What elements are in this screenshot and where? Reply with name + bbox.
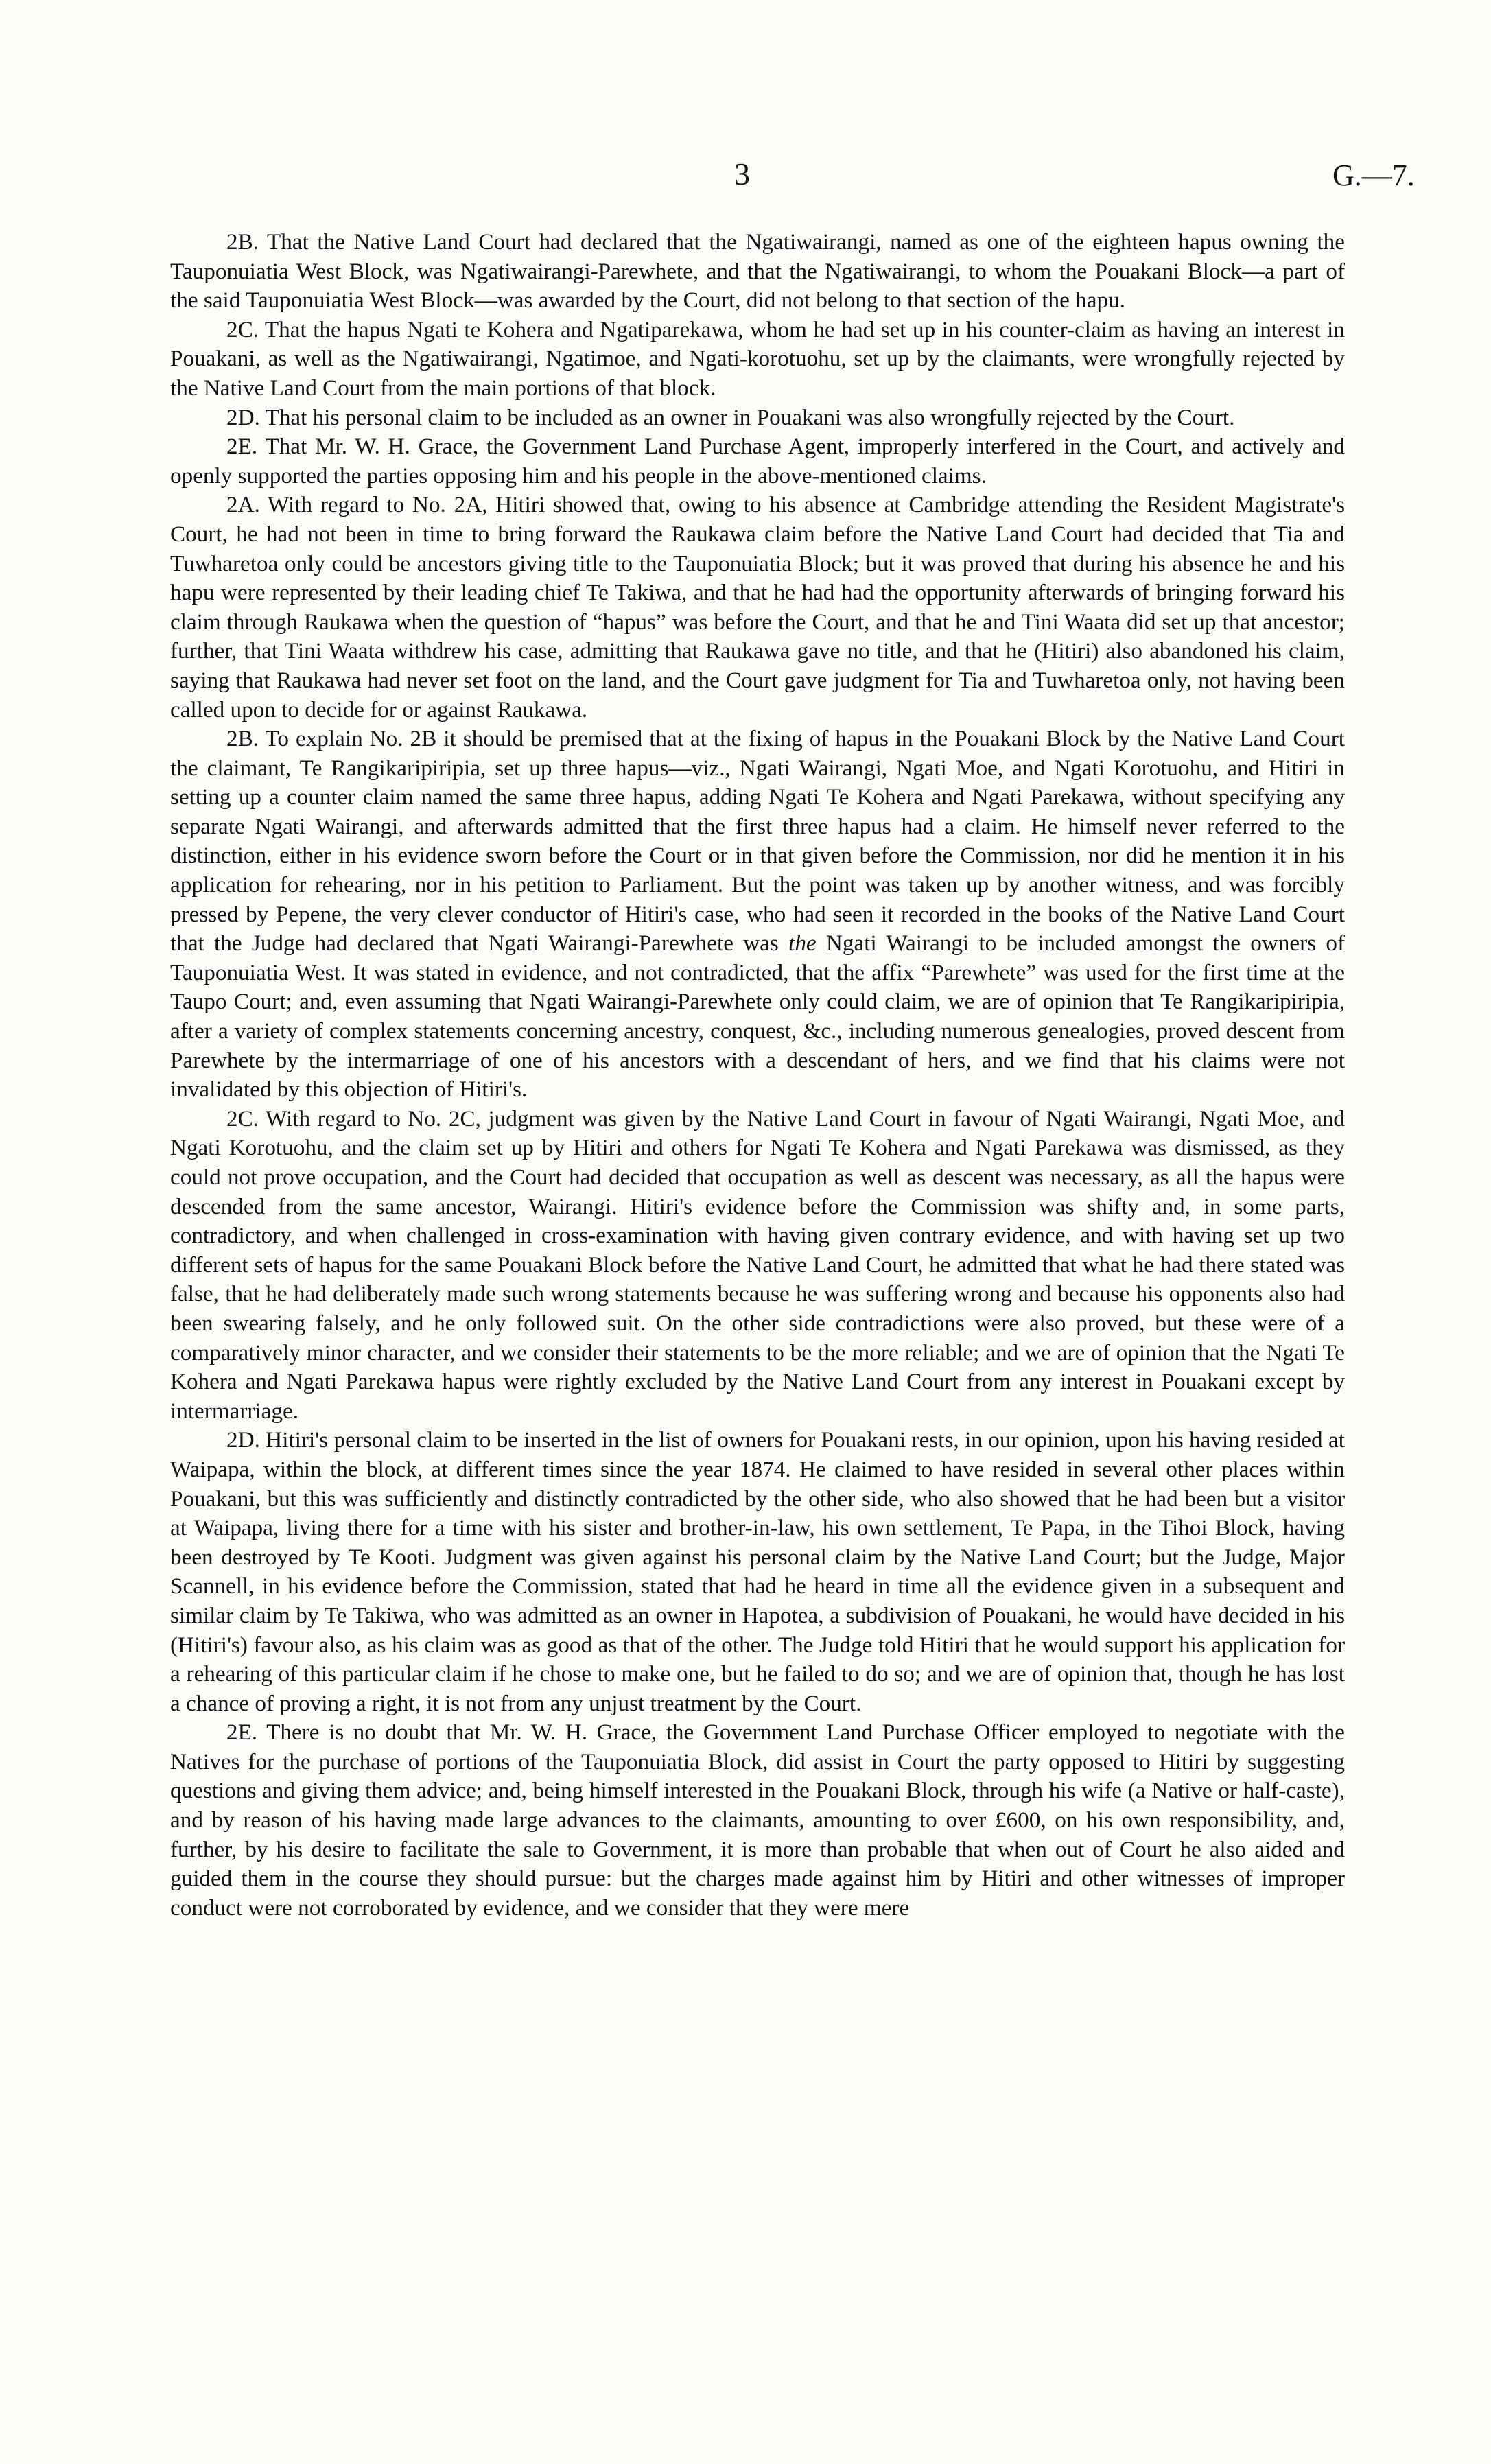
para-letter: C bbox=[237, 316, 253, 342]
paragraph-2e-finding bbox=[170, 1718, 1345, 1923]
para-text-continued: Ngati Wairangi to be included amongst the owners of Tauponuiatia West. It was stated in evidence, and not contradicted, that the affix “Parewhete” was used for the first time at the Taupo Court; and, even assuming that Ngati Wairangi-Parewhete only could claim, we are of opinion that Te Rangikaripiripia, after a variety of complex statements concerning ancestry, conquest, &c., including numerous genealogies, proved descent from Parewhete by the intermarriage of one of his ancestors with a descendant of hers, and we find that his claims were not invalidated by this objection of Hitiri's. bbox=[170, 930, 1345, 1103]
para-text: . That the Native Land Court had declared that the Ngatiwairangi, named as one of the eighteen hapus owning the Tauponuiatia West Block, was Ngatiwairangi-Parewhete, and that the Ngatiwairangi, to whom the Pouakani Block—a part of the said Tauponuiatia West Block—was awarded by the Court, did not belong to that section of the hapu. bbox=[170, 229, 1345, 314]
para-number: 2 bbox=[226, 726, 238, 752]
paragraph-2d-claim bbox=[170, 403, 1345, 433]
paragraph-2b-claim bbox=[170, 228, 1345, 316]
para-number: 2 bbox=[226, 1427, 238, 1453]
para-text: . That his personal claim to be included as an owner in Pouakani was also wrongfully rejected by the Court. bbox=[254, 404, 1235, 430]
para-letter: E bbox=[237, 1720, 252, 1746]
paragraph-2d-finding bbox=[170, 1426, 1345, 1718]
para-number: 2 bbox=[226, 404, 238, 430]
para-letter: D bbox=[237, 404, 255, 430]
para-italic-word: the bbox=[788, 930, 817, 957]
para-text: . There is no doubt that Mr. W. H. Grace, the Government Land Purchase Officer employed to negotiate with the Natives for the purchase of portions of the Tauponuiatia Block, did assist in Court the party opposed to Hitiri by suggesting questions and giving them advice; and, being himself interested in the Pouakani Block, through his wife (a Native or half-caste), and by reason of his having made large advances to the claimants, amounting to over £600, on his own responsibility, and, further, by his desire to facilitate the sale to Government, it is more than probable that when out of Court he also aided and guided them in the course they should pursue: but the charges made against him by Hitiri and other witnesses of improper conduct were not corroborated by evidence, and we consider that they were mere bbox=[170, 1720, 1345, 1921]
report-body bbox=[170, 228, 1345, 1923]
para-text: . That the hapus Ngati te Kohera and Ngatiparekawa, whom he had set up in his counter-claim as having an interest in Pouakani, as well as the Ngatiwairangi, Ngatimoe, and Ngati-korotuohu, set up by the claimants, were wrongfully rejected by the Native Land Court from the main portions of that block. bbox=[170, 316, 1345, 401]
para-letter: D bbox=[237, 1427, 255, 1453]
para-text: . To explain No. 2B it should be premised that at the fixing of hapus in the Pouakani Block by the Native Land Court the claimant, Te Rangikaripiripia, set up three hapus—viz., Ngati Wairangi, Ngati Moe, and Ngati Korotuohu, and Hitiri in setting up a counter claim named the same three hapus, adding Ngati Te Kohera and Ngati Parekawa, without specifying any separate Ngati Wairangi, and afterwards admitted that the first three hapus had a claim. He himself never referred to the distinction, either in his evidence sworn before the Court or in that given before the Commission, nor did he mention it in his application for rehearing, nor in his petition to Parliament. But the point was taken up by another witness, and was forcibly pressed by Pepene, the very clever conductor of Hitiri's case, who had seen it recorded in the books of the Native Land Court that the Judge had declared that Ngati Wairangi-Parewhete was bbox=[170, 726, 1345, 957]
para-text: . Hitiri's personal claim to be inserted in the list of owners for Pouakani rests, in our opinion, upon his having resided at Waipapa, within the block, at different times since the year 1874. He claimed to have resided in several other places within Pouakani, but this was sufficiently and distinctly contradicted by the other side, who also showed that he had been but a visitor at Waipapa, living there for a time with his sister and brother-in-law, his own settlement, Te Papa, in the Tihoi Block, having been destroyed by Te Kooti. Judgment was given against his personal claim by the Native Land Court; but the Judge, Major Scannell, in his evidence before the Commission, stated that had he heard in time all the evidence given in a subsequent and similar claim by Te Takiwa, who was admitted as an owner in Hapotea, a subdivision of Pouakani, he would have decided in his (Hitiri's) favour also, as his claim was as good as that of the other. The Judge told Hitiri that he would support his application for a rehearing of this particular claim if he chose to make one, but he failed to do so; and we are of opinion that, though he has lost a chance of proving a right, it is not from any unjust treatment by the Court. bbox=[170, 1427, 1345, 1716]
para-letter: B bbox=[237, 229, 253, 255]
page-header bbox=[0, 0, 1491, 199]
para-letter: A bbox=[237, 492, 255, 518]
paragraph-2a-finding bbox=[170, 491, 1345, 725]
paragraph-2b-finding bbox=[170, 725, 1345, 1105]
paragraph-2e-claim bbox=[170, 432, 1345, 491]
paragraph-2c-finding bbox=[170, 1105, 1345, 1427]
para-number: 2 bbox=[226, 1720, 238, 1746]
para-number: 2 bbox=[226, 434, 238, 460]
para-letter: B bbox=[237, 726, 253, 752]
paragraph-2c-claim bbox=[170, 316, 1345, 403]
para-text: . With regard to No. 2A, Hitiri showed that, owing to his absence at Cambridge attending the Resident Magistrate's Court, he had not been in time to bring forward the Raukawa claim before the Native Land Court had decided that Tia and Tuwharetoa only could be ancestors giving title to the Tauponuiatia Block; but it was proved that during his absence he and his hapu were represented by their leading chief Te Takiwa, and that he had had the opportunity afterwards of bringing forward his claim through Raukawa when the question of “hapus” was before the Court, and that he and Tini Waata did set up that ancestor; further, that Tini Waata withdrew his case, admitting that Raukawa gave no title, and that he (Hitiri) also abandoned his claim, saying that Raukawa had never set foot on the land, and the Court gave judgment for Tia and Tuwharetoa only, not having been called upon to decide for or against Raukawa. bbox=[170, 492, 1345, 723]
para-number: 2 bbox=[226, 229, 238, 255]
para-number: 2 bbox=[226, 316, 238, 342]
para-letter: E bbox=[237, 434, 252, 460]
page-number: 3 bbox=[734, 156, 750, 191]
para-number: 2 bbox=[226, 492, 238, 518]
para-text: . With regard to No. 2C, judgment was given by the Native Land Court in favour of Ngati Wairangi, Ngati Moe, and Ngati Korotuohu, and the claim set up by Hitiri and others for Ngati Te Kohera and Ngati Parekawa was dismissed, as they could not prove occupation, and the Court had decided that occupation as well as descent was necessary, as all the hapus were descended from the same ancestor, Wairangi. Hitiri's evidence before the Commission was shifty and, in some parts, contradictory, and when challenged in cross-examination with having given contrary evidence, and with having set up two different sets of hapus for the same Pouakani Block before the Native Land Court, he admitted that what he had there stated was false, that he had deliberately made such wrong statements because he was suffering wrong and because his opponents also had been swearing falsely, and he only followed suit. On the other side contradictions were also proved, but these were of a comparatively minor character, and we consider their statements to be the more reliable; and we are of opinion that the Ngati Te Kohera and Ngati Parekawa hapus were rightly excluded by the Native Land Court from any interest in Pouakani except by intermarriage. bbox=[170, 1105, 1345, 1424]
para-number: 2 bbox=[226, 1105, 238, 1131]
document-reference: G.—7. bbox=[1332, 159, 1415, 192]
para-letter: C bbox=[237, 1105, 253, 1131]
para-text: . That Mr. W. H. Grace, the Government Land Purchase Agent, improperly interfered in the Court, and actively and openly supported the parties opposing him and his people in the above-mentioned claims. bbox=[170, 434, 1345, 489]
